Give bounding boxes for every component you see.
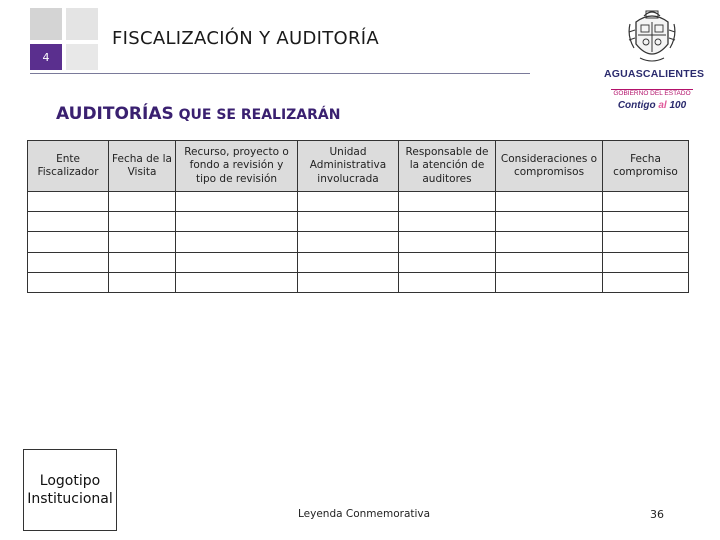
table-cell[interactable] bbox=[176, 232, 298, 252]
table-cell[interactable] bbox=[109, 252, 176, 272]
table-cell[interactable] bbox=[496, 212, 603, 232]
decor-square-top-right bbox=[66, 8, 98, 40]
section-heading bbox=[56, 104, 340, 124]
table-cell[interactable] bbox=[496, 192, 603, 212]
table-row bbox=[28, 212, 689, 232]
column-header: Recurso, proyecto o fondo a revisión y tipo de revisión bbox=[176, 141, 298, 192]
table-cell[interactable] bbox=[176, 272, 298, 292]
title-divider bbox=[30, 73, 530, 74]
table-cell[interactable] bbox=[176, 212, 298, 232]
table-cell[interactable] bbox=[603, 252, 689, 272]
slide-number: 4 bbox=[42, 50, 50, 64]
table-cell[interactable] bbox=[109, 272, 176, 292]
institutional-logo-placeholder bbox=[23, 449, 117, 531]
column-header: Consideraciones o compromisos bbox=[496, 141, 603, 192]
table-cell[interactable] bbox=[399, 212, 496, 232]
table-row bbox=[28, 272, 689, 292]
logo-slogan-a: Contigo bbox=[617, 100, 659, 111]
page-number: 36 bbox=[650, 508, 664, 521]
logo-government-label: GOBIERNO DEL ESTADO bbox=[613, 90, 691, 97]
logo-placeholder-line2: Institucional bbox=[27, 491, 113, 507]
column-header: Fecha de la Visita bbox=[109, 141, 176, 192]
table-cell[interactable] bbox=[603, 192, 689, 212]
table-header-row bbox=[28, 141, 689, 192]
column-header: Ente Fiscalizador bbox=[28, 141, 109, 192]
table-cell[interactable] bbox=[28, 252, 109, 272]
table-cell[interactable] bbox=[298, 272, 399, 292]
state-logo bbox=[604, 8, 705, 111]
table-cell[interactable] bbox=[28, 272, 109, 292]
table-cell[interactable] bbox=[109, 212, 176, 232]
audits-table bbox=[27, 140, 689, 293]
table-cell[interactable] bbox=[399, 192, 496, 212]
table-cell[interactable] bbox=[298, 232, 399, 252]
table-cell[interactable] bbox=[496, 232, 603, 252]
table-cell[interactable] bbox=[298, 192, 399, 212]
table-cell[interactable] bbox=[298, 252, 399, 272]
table-cell[interactable] bbox=[28, 212, 109, 232]
table-cell[interactable] bbox=[28, 192, 109, 212]
table-cell[interactable] bbox=[496, 252, 603, 272]
table-cell[interactable] bbox=[176, 192, 298, 212]
table-cell[interactable] bbox=[399, 252, 496, 272]
page-title: FISCALIZACIÓN Y AUDITORÍA bbox=[112, 28, 380, 49]
decor-square-top-left bbox=[30, 8, 62, 40]
section-heading-lead: AUDITORÍAS bbox=[56, 104, 174, 124]
logo-slogan-b: al bbox=[658, 100, 667, 111]
table-cell[interactable] bbox=[399, 232, 496, 252]
table-cell[interactable] bbox=[603, 212, 689, 232]
table-cell[interactable] bbox=[109, 192, 176, 212]
table-cell[interactable] bbox=[176, 252, 298, 272]
table-row bbox=[28, 252, 689, 272]
logo-slogan bbox=[604, 100, 700, 111]
column-header: Fecha compromiso bbox=[603, 141, 689, 192]
table-cell[interactable] bbox=[298, 212, 399, 232]
logo-placeholder-line1: Logotipo bbox=[39, 472, 101, 489]
logo-slogan-c: 100 bbox=[666, 100, 687, 111]
table-cell[interactable] bbox=[399, 272, 496, 292]
table-row bbox=[28, 192, 689, 212]
slide-number-badge bbox=[30, 44, 62, 70]
table-cell[interactable] bbox=[28, 232, 109, 252]
table-cell[interactable] bbox=[603, 272, 689, 292]
column-header: Responsable de la atención de auditores bbox=[399, 141, 496, 192]
coat-of-arms-icon bbox=[626, 8, 678, 66]
logo-city-name: AGUASCALIENTES bbox=[604, 68, 705, 80]
section-heading-rest: QUE SE REALIZARÁN bbox=[173, 107, 341, 123]
decor-square-bottom-right bbox=[66, 44, 98, 70]
commemorative-footer: Leyenda Conmemorativa bbox=[298, 508, 431, 520]
table-cell[interactable] bbox=[496, 272, 603, 292]
table-row bbox=[28, 232, 689, 252]
column-header: Unidad Administrativa involucrada bbox=[298, 141, 399, 192]
table-cell[interactable] bbox=[603, 232, 689, 252]
table-cell[interactable] bbox=[109, 232, 176, 252]
